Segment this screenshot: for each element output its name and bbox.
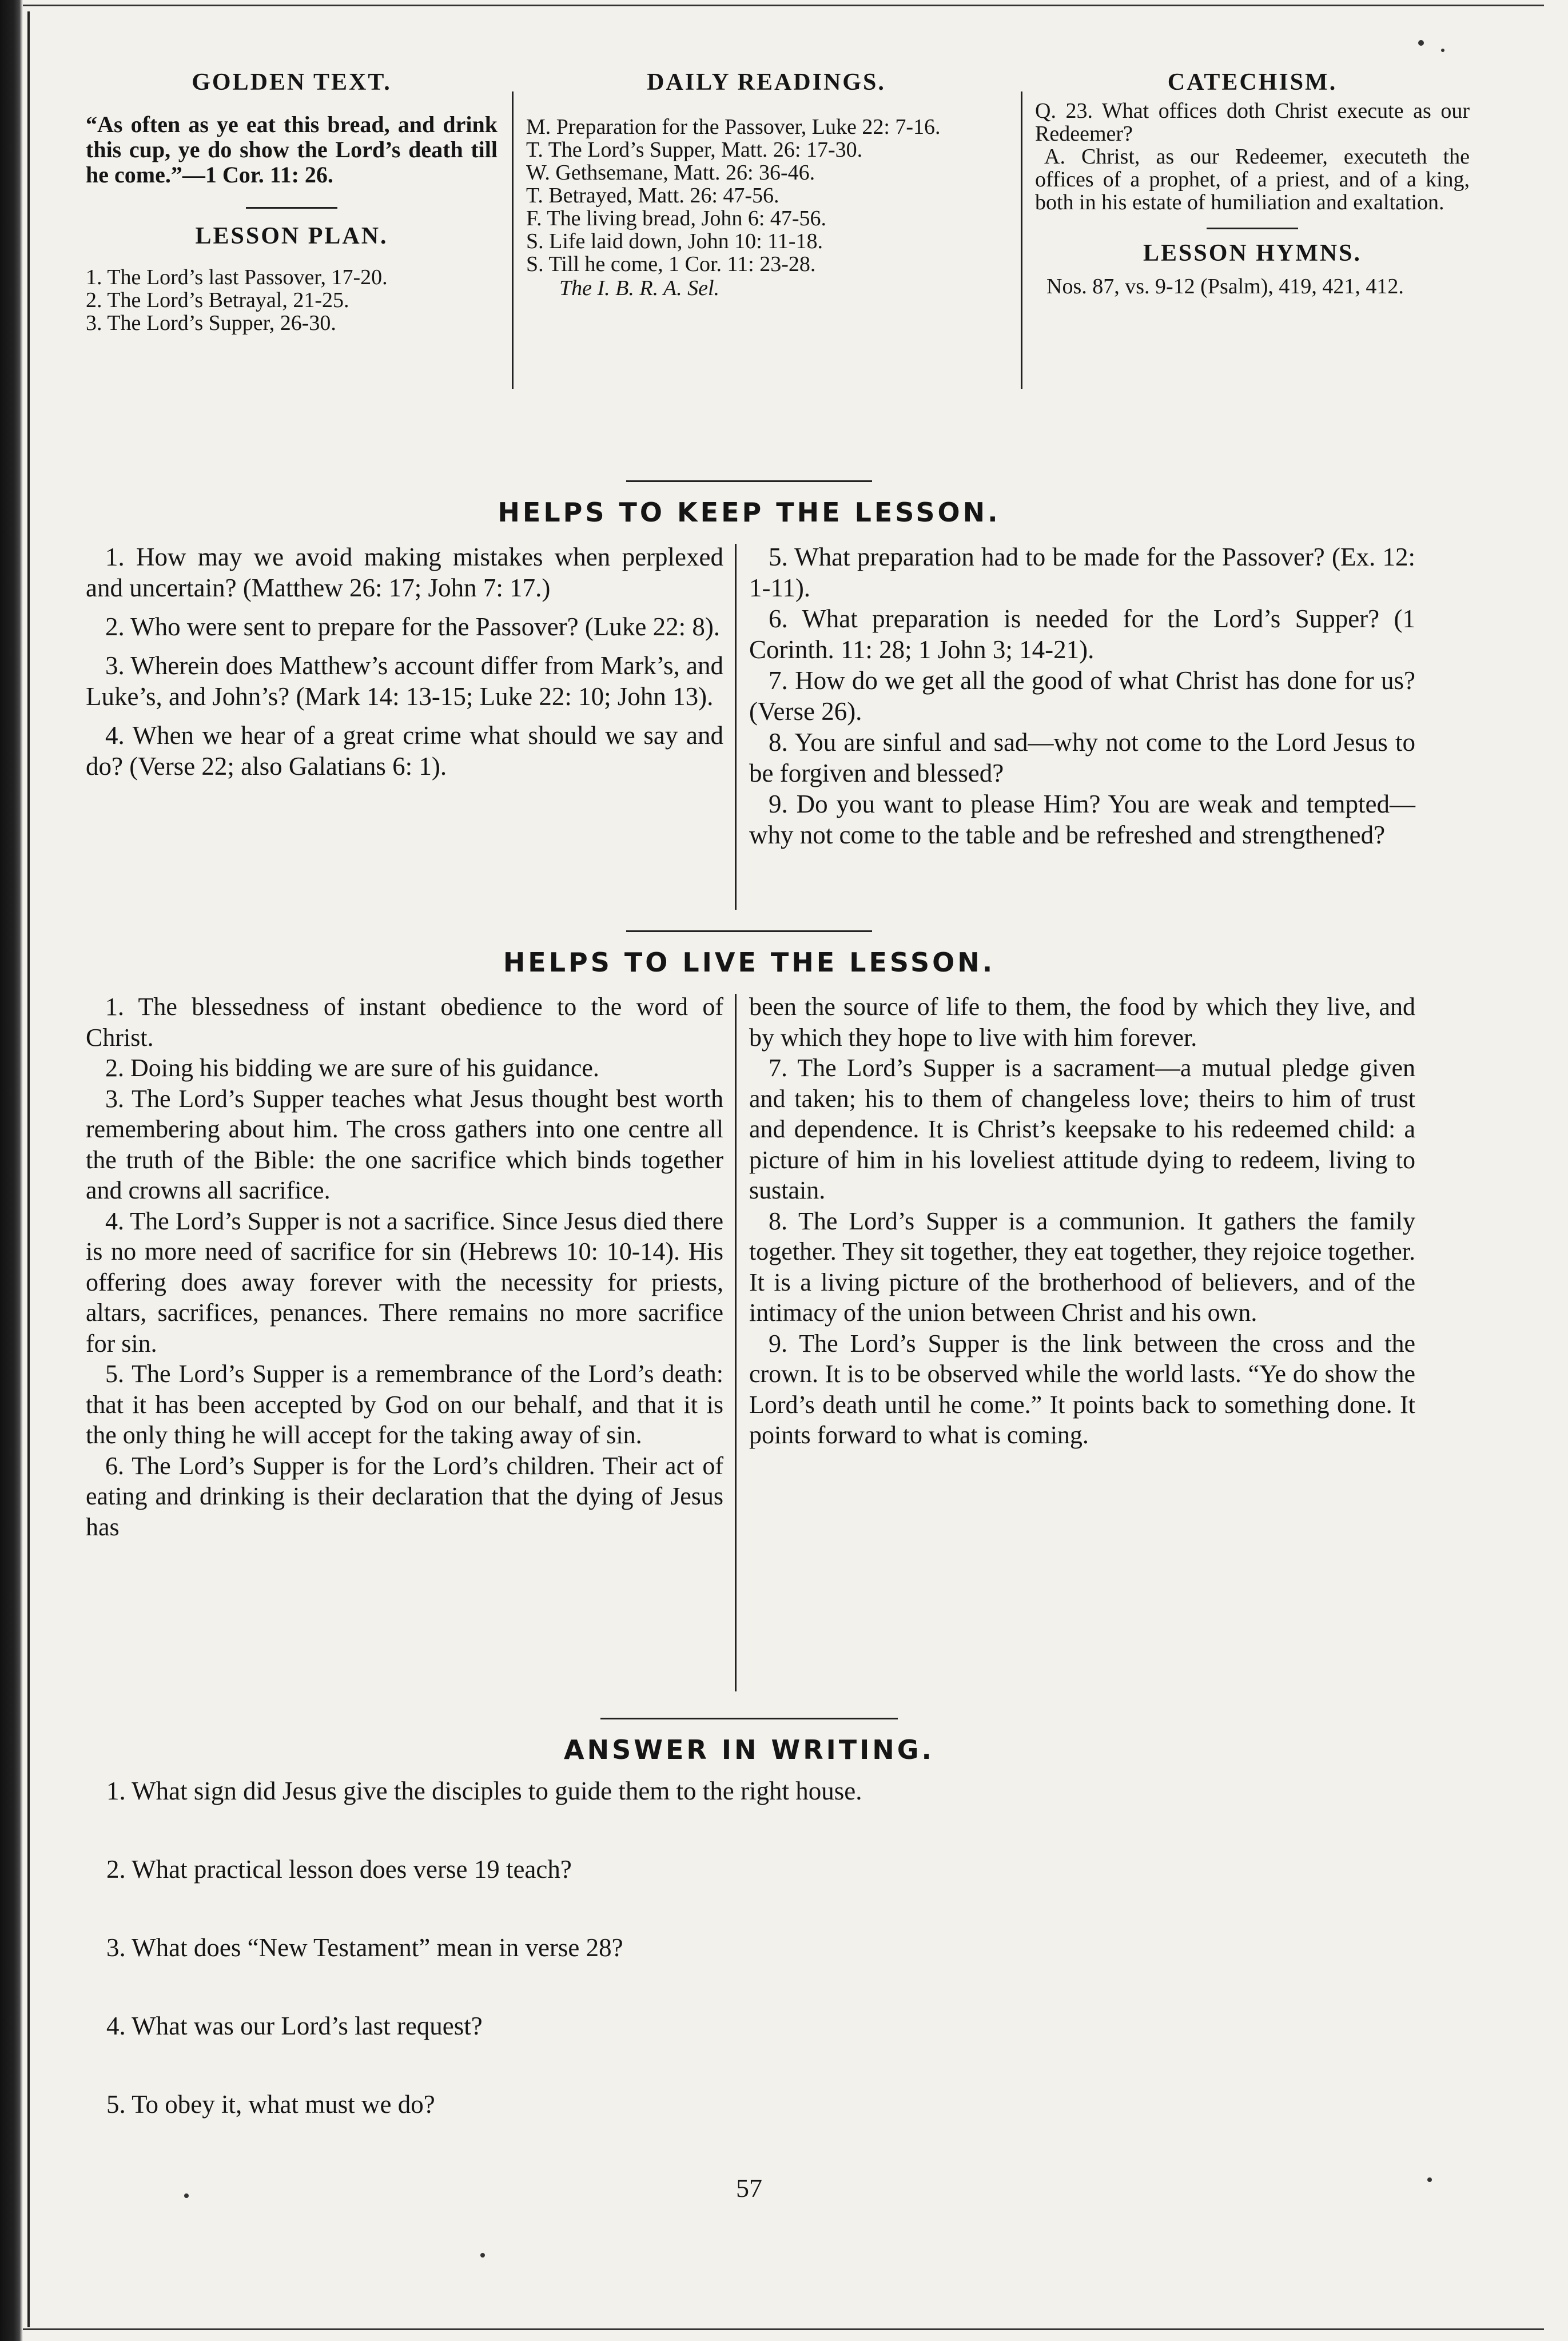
list-item: W. Gethsemane, Matt. 26: 36-46. bbox=[526, 161, 815, 185]
section-rule bbox=[600, 1718, 898, 1719]
readings-signature: The I. B. R. A. Sel. bbox=[559, 276, 720, 300]
list-item: 3. The Lord’s Supper, 26-30. bbox=[86, 311, 336, 335]
answer-writing-section bbox=[86, 1718, 1412, 2120]
top-rule bbox=[23, 5, 1544, 6]
helps-keep-left bbox=[86, 542, 723, 790]
daily-readings-heading: DAILY READINGS. bbox=[647, 69, 886, 95]
helps-live-heading: HELPS TO LIVE THE LESSON. bbox=[503, 947, 996, 978]
helps-keep-section bbox=[86, 480, 1415, 919]
catechism-answer: A. Christ, as our Redeemer, executeth the offices of a prophet, of a priest, and of a king, both in his estate of humiliation and exaltation. bbox=[1035, 145, 1470, 214]
divider bbox=[1207, 228, 1298, 229]
print-speck bbox=[1441, 49, 1444, 52]
lesson-hymns-heading: LESSON HYMNS. bbox=[1143, 240, 1362, 266]
answer-writing-heading: ANSWER IN WRITING. bbox=[564, 1734, 934, 1765]
list-item: T. The Lord’s Supper, Matt. 26: 17-30. bbox=[526, 138, 863, 162]
page bbox=[86, 69, 1470, 2203]
paragraph: 3. The Lord’s Supper teaches what Jesus thought best worth remembering about him. The cross gathers into one centre all the truth of the Bible: the one sacrifice which binds together and crowns all sacrifice. bbox=[86, 1084, 723, 1204]
list-item: M. Preparation for the Passover, Luke 22: 7-16. bbox=[526, 115, 941, 139]
question-item: 6. What preparation is needed for the Lord’s Supper? (1 Corinth. 11: 28; 1 John 3; 14-21). bbox=[749, 604, 1415, 664]
golden-text-column bbox=[86, 69, 498, 335]
question-item: 1. How may we avoid making mistakes when perplexed and uncertain? (Matthew 26: 17; John 7: 17.) bbox=[86, 543, 723, 602]
question-item: 9. Do you want to please Him? You are weak and tempted—why not come to the table and be refreshed and strengthened? bbox=[749, 790, 1415, 849]
divider bbox=[246, 207, 337, 209]
golden-text: “As often as ye eat this bread, and drink this cup, ye do show the Lord’s death till he come.”—1 Cor. 11: 26. bbox=[86, 112, 498, 188]
helps-live-columns bbox=[86, 992, 1415, 1706]
answer-question: 2. What practical lesson does verse 19 teach? bbox=[106, 1855, 572, 1884]
helps-live-right bbox=[749, 992, 1415, 1451]
lesson-plan-heading: LESSON PLAN. bbox=[195, 223, 388, 249]
answer-question: 1. What sign did Jesus give the disciples to guide them to the right house. bbox=[106, 1777, 862, 1805]
print-speck bbox=[480, 2253, 485, 2258]
column-separator bbox=[1021, 91, 1022, 389]
list-item: 1. The Lord’s last Passover, 17-20. bbox=[86, 265, 388, 289]
binding-rule bbox=[27, 11, 30, 2327]
section-rule bbox=[626, 480, 872, 482]
helps-keep-right bbox=[749, 542, 1415, 850]
question-item: 7. How do we get all the good of what Christ has done for us? (Verse 26). bbox=[749, 666, 1415, 726]
golden-text-heading: GOLDEN TEXT. bbox=[192, 69, 392, 95]
print-speck bbox=[1427, 2177, 1432, 2182]
bottom-rule bbox=[23, 2328, 1544, 2330]
column-separator bbox=[735, 994, 737, 1691]
answer-question: 4. What was our Lord’s last request? bbox=[106, 2012, 483, 2040]
helps-keep-heading: HELPS TO KEEP THE LESSON. bbox=[498, 497, 1001, 528]
answer-question: 5. To obey it, what must we do? bbox=[106, 2090, 435, 2119]
question-item: 3. Wherein does Matthew’s account differ from Mark’s, and Luke’s, and John’s? (Mark 14: 13-15; Luke 22: 10; John 13). bbox=[86, 651, 723, 711]
page-number: 57 bbox=[736, 2173, 762, 2203]
daily-readings-column bbox=[526, 69, 1006, 301]
column-separator bbox=[735, 544, 737, 910]
lesson-plan-list bbox=[86, 266, 498, 335]
print-speck bbox=[184, 2193, 189, 2198]
list-item: T. Betrayed, Matt. 26: 47-56. bbox=[526, 184, 779, 208]
paragraph: 4. The Lord’s Supper is not a sacrifice. Since Jesus died there is no more need of sacrifice for sin (Hebrews 10: 10-14). His offering does away forever with the necessity for priests, altars, sacrifices, penances. There remains no more sacrifice for sin. bbox=[86, 1207, 723, 1357]
paragraph: 9. The Lord’s Supper is the link between the cross and the crown. It is to be observed while the world lasts. “Ye do show the Lord’s death until he come.” It points back to something done. It points forward to what is coming. bbox=[749, 1329, 1415, 1449]
question-item: 2. Who were sent to prepare for the Passover? (Luke 22: 8). bbox=[105, 612, 721, 641]
lesson-hymns-text: Nos. 87, vs. 9-12 (Psalm), 419, 421, 412. bbox=[1046, 274, 1404, 298]
answer-question: 3. What does “New Testament” mean in verse 28? bbox=[106, 1933, 623, 1962]
paragraph: 1. The blessedness of instant obedience to the word of Christ. bbox=[86, 993, 723, 1052]
question-item: 8. You are sinful and sad—why not come to the Lord Jesus to be forgiven and blessed? bbox=[749, 728, 1415, 787]
print-speck bbox=[1418, 40, 1424, 46]
paragraph: 5. The Lord’s Supper is a remembrance of the Lord’s death: that it has been accepted by God on our behalf, and that it is the only thing he will accept for the taking away of sin. bbox=[86, 1360, 723, 1449]
daily-readings-list bbox=[526, 116, 1006, 276]
column-separator bbox=[512, 91, 514, 389]
helps-live-section bbox=[86, 930, 1415, 1706]
list-item: S. Life laid down, John 10: 11-18. bbox=[526, 229, 823, 253]
paragraph: 7. The Lord’s Supper is a sacrament—a mutual pledge given and taken; his to them of changeless love; theirs to him of trust and dependence. It is Christ’s keepsake to his redeemed child: a picture of him in his loveliest attitude dying to redeem, living to sustain. bbox=[749, 1054, 1415, 1204]
paragraph: 2. Doing his bidding we are sure of his guidance. bbox=[105, 1054, 599, 1082]
list-item: S. Till he come, 1 Cor. 11: 23-28. bbox=[526, 252, 816, 276]
question-item: 5. What preparation had to be made for the Passover? (Ex. 12: 1-11). bbox=[749, 543, 1415, 602]
list-item: 2. The Lord’s Betrayal, 21-25. bbox=[86, 288, 349, 312]
catechism-question: Q. 23. What offices doth Christ execute as our Redeemer? bbox=[1035, 99, 1470, 146]
catechism-column bbox=[1035, 69, 1470, 298]
paragraph: 8. The Lord’s Supper is a communion. It gathers the family together. They sit together, they eat together, they rejoice together. It is a living picture of the brotherhood of believers, and of the intimacy of the union between Christ and his own. bbox=[749, 1207, 1415, 1327]
catechism-heading: CATECHISM. bbox=[1167, 69, 1338, 95]
question-item: 4. When we hear of a great crime what should we say and do? (Verse 22; also Galatians 6: 1). bbox=[86, 721, 723, 781]
paragraph: 6. The Lord’s Supper is for the Lord’s children. Their act of eating and drinking is their declaration that the dying of Jesus has bbox=[86, 1451, 723, 1541]
section-rule bbox=[626, 930, 872, 932]
binding-edge bbox=[0, 0, 23, 2341]
paragraph: been the source of life to them, the food by which they live, and by which they hope to live with him forever. bbox=[749, 993, 1415, 1052]
helps-keep-columns bbox=[86, 542, 1415, 919]
helps-live-left bbox=[86, 992, 723, 1542]
header-columns bbox=[86, 69, 1470, 389]
list-item: F. The living bread, John 6: 47-56. bbox=[526, 206, 827, 230]
